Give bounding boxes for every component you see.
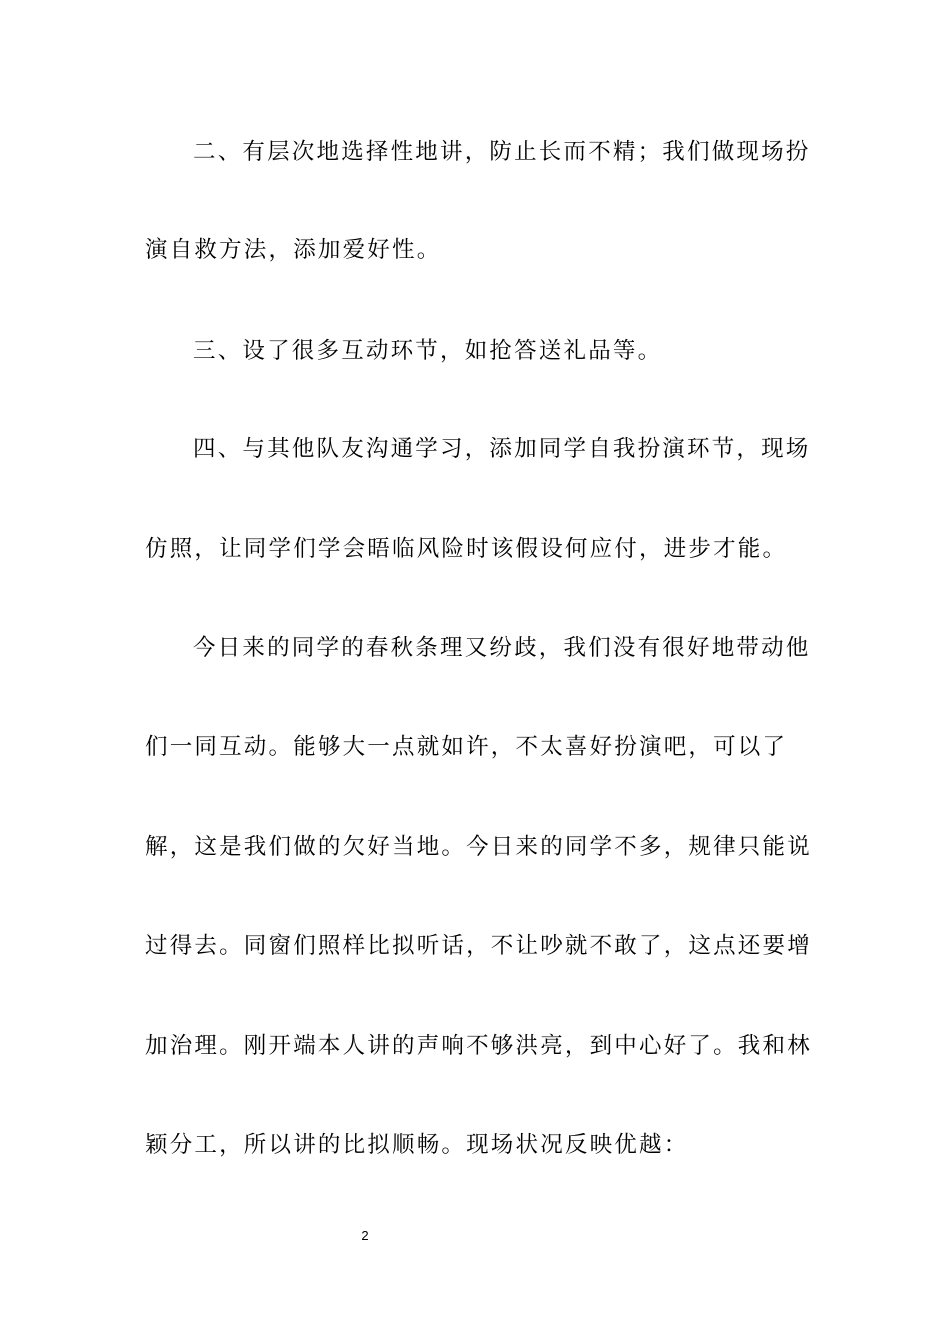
paragraph-5-line-5: 加治理。刚开端本人讲的声响不够洪亮，到中心好了。我和林	[145, 1033, 812, 1059]
paragraph-2-line-1: 二、有层次地选择性地讲，防止长而不精；我们做现场扮	[193, 139, 811, 165]
paragraph-4-line-1: 四、与其他队友沟通学习，添加同学自我扮演环节，现场	[193, 436, 811, 462]
page-number: 2	[361, 1228, 369, 1243]
paragraph-5-line-6: 颖分工，所以讲的比拟顺畅。现场状况反映优越：	[145, 1132, 689, 1158]
paragraph-2-line-2: 演自救方法，添加爱好性。	[145, 237, 442, 263]
paragraph-5-line-2: 们一同互动。能够大一点就如许，不太喜好扮演吧，可以了	[145, 734, 788, 760]
paragraph-3-line-1: 三、设了很多互动环节，如抢答送礼品等。	[193, 338, 663, 364]
paragraph-5-line-1: 今日来的同学的春秋条理又纷歧，我们没有很好地带动他	[193, 635, 811, 661]
paragraph-4-line-2: 仿照，让同学们学会晤临风险时该假设何应付，进步才能。	[145, 536, 788, 562]
paragraph-5-line-4: 过得去。同窗们照样比拟听话，不让吵就不敢了，这点还要增	[145, 933, 812, 959]
paragraph-5-line-3: 解，这是我们做的欠好当地。今日来的同学不多，规律只能说	[145, 834, 812, 860]
